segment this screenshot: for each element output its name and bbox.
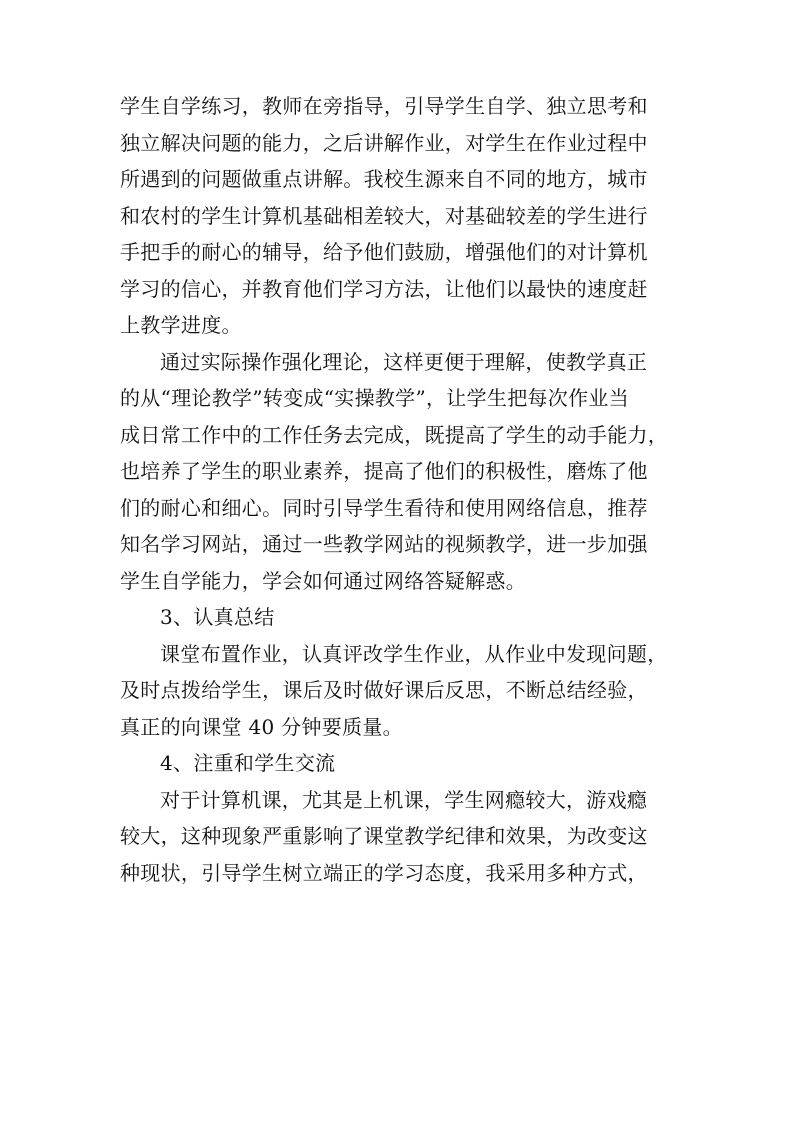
text-line: 和农村的学生计算机基础相差较大，对基础较差的学生进行 [120, 203, 648, 228]
paragraph-self-study [120, 88, 680, 344]
text-line: 学习的信心，并教育他们学习方法，让他们以最快的速度赶 [120, 276, 648, 301]
text-line: 所遇到的问题做重点讲解。我校生源来自不同的地方，城市 [120, 167, 648, 191]
text-line: 们的耐心和细心。同时引导学生看待和使用网络信息，推荐 [120, 495, 648, 520]
text-line: 手把手的耐心的辅导，给予他们鼓励，增强他们的对计算机 [120, 240, 648, 264]
section-heading-summary: 3、认真总结 [160, 605, 275, 629]
paragraph-summary [120, 636, 680, 746]
text-line: 知名学习网站，通过一些教学网站的视频教学，进一步加强 [120, 532, 648, 556]
text-line: 对于计算机课，尤其是上机课，学生网瘾较大，游戏瘾 [160, 787, 648, 812]
text-line: 学生自学能力，学会如何通过网络答疑解惑。 [120, 568, 526, 593]
text-line: 的从“理论教学”转变成“实操教学”，让学生把每次作业当 [120, 386, 629, 410]
document-body [120, 88, 680, 891]
paragraph-practice-theory [120, 344, 680, 600]
text-line: 及时点拨给学生，课后及时做好课后反思，不断总结经验， [120, 678, 648, 702]
paragraph-communication [120, 782, 680, 892]
text-line: 学生自学练习，教师在旁指导，引导学生自学、独立思考和 [120, 94, 648, 118]
text-line: 成日常工作中的工作任务去完成，既提高了学生的动手能力， [120, 422, 669, 447]
text-line: 通过实际操作强化理论，这样更便于理解，使教学真正 [160, 349, 648, 374]
text-line: 较大，这种现象严重影响了课堂教学纪律和效果，为改变这 [120, 824, 648, 848]
text-line: 独立解决问题的能力，之后讲解作业，对学生在作业过程中 [120, 130, 648, 155]
text-line: 也培养了学生的职业素养，提高了他们的积极性，磨炼了他 [120, 459, 648, 483]
text-line: 课堂布置作业，认真评改学生作业，从作业中发现问题， [160, 641, 668, 666]
text-line: 种现状，引导学生树立端正的学习态度，我采用多种方式， [120, 860, 648, 885]
text-line: 真正的向课堂 40 分钟要质量。 [120, 714, 403, 739]
section-heading-communication: 4、注重和学生交流 [160, 751, 336, 775]
text-line: 上教学进度。 [120, 313, 242, 337]
